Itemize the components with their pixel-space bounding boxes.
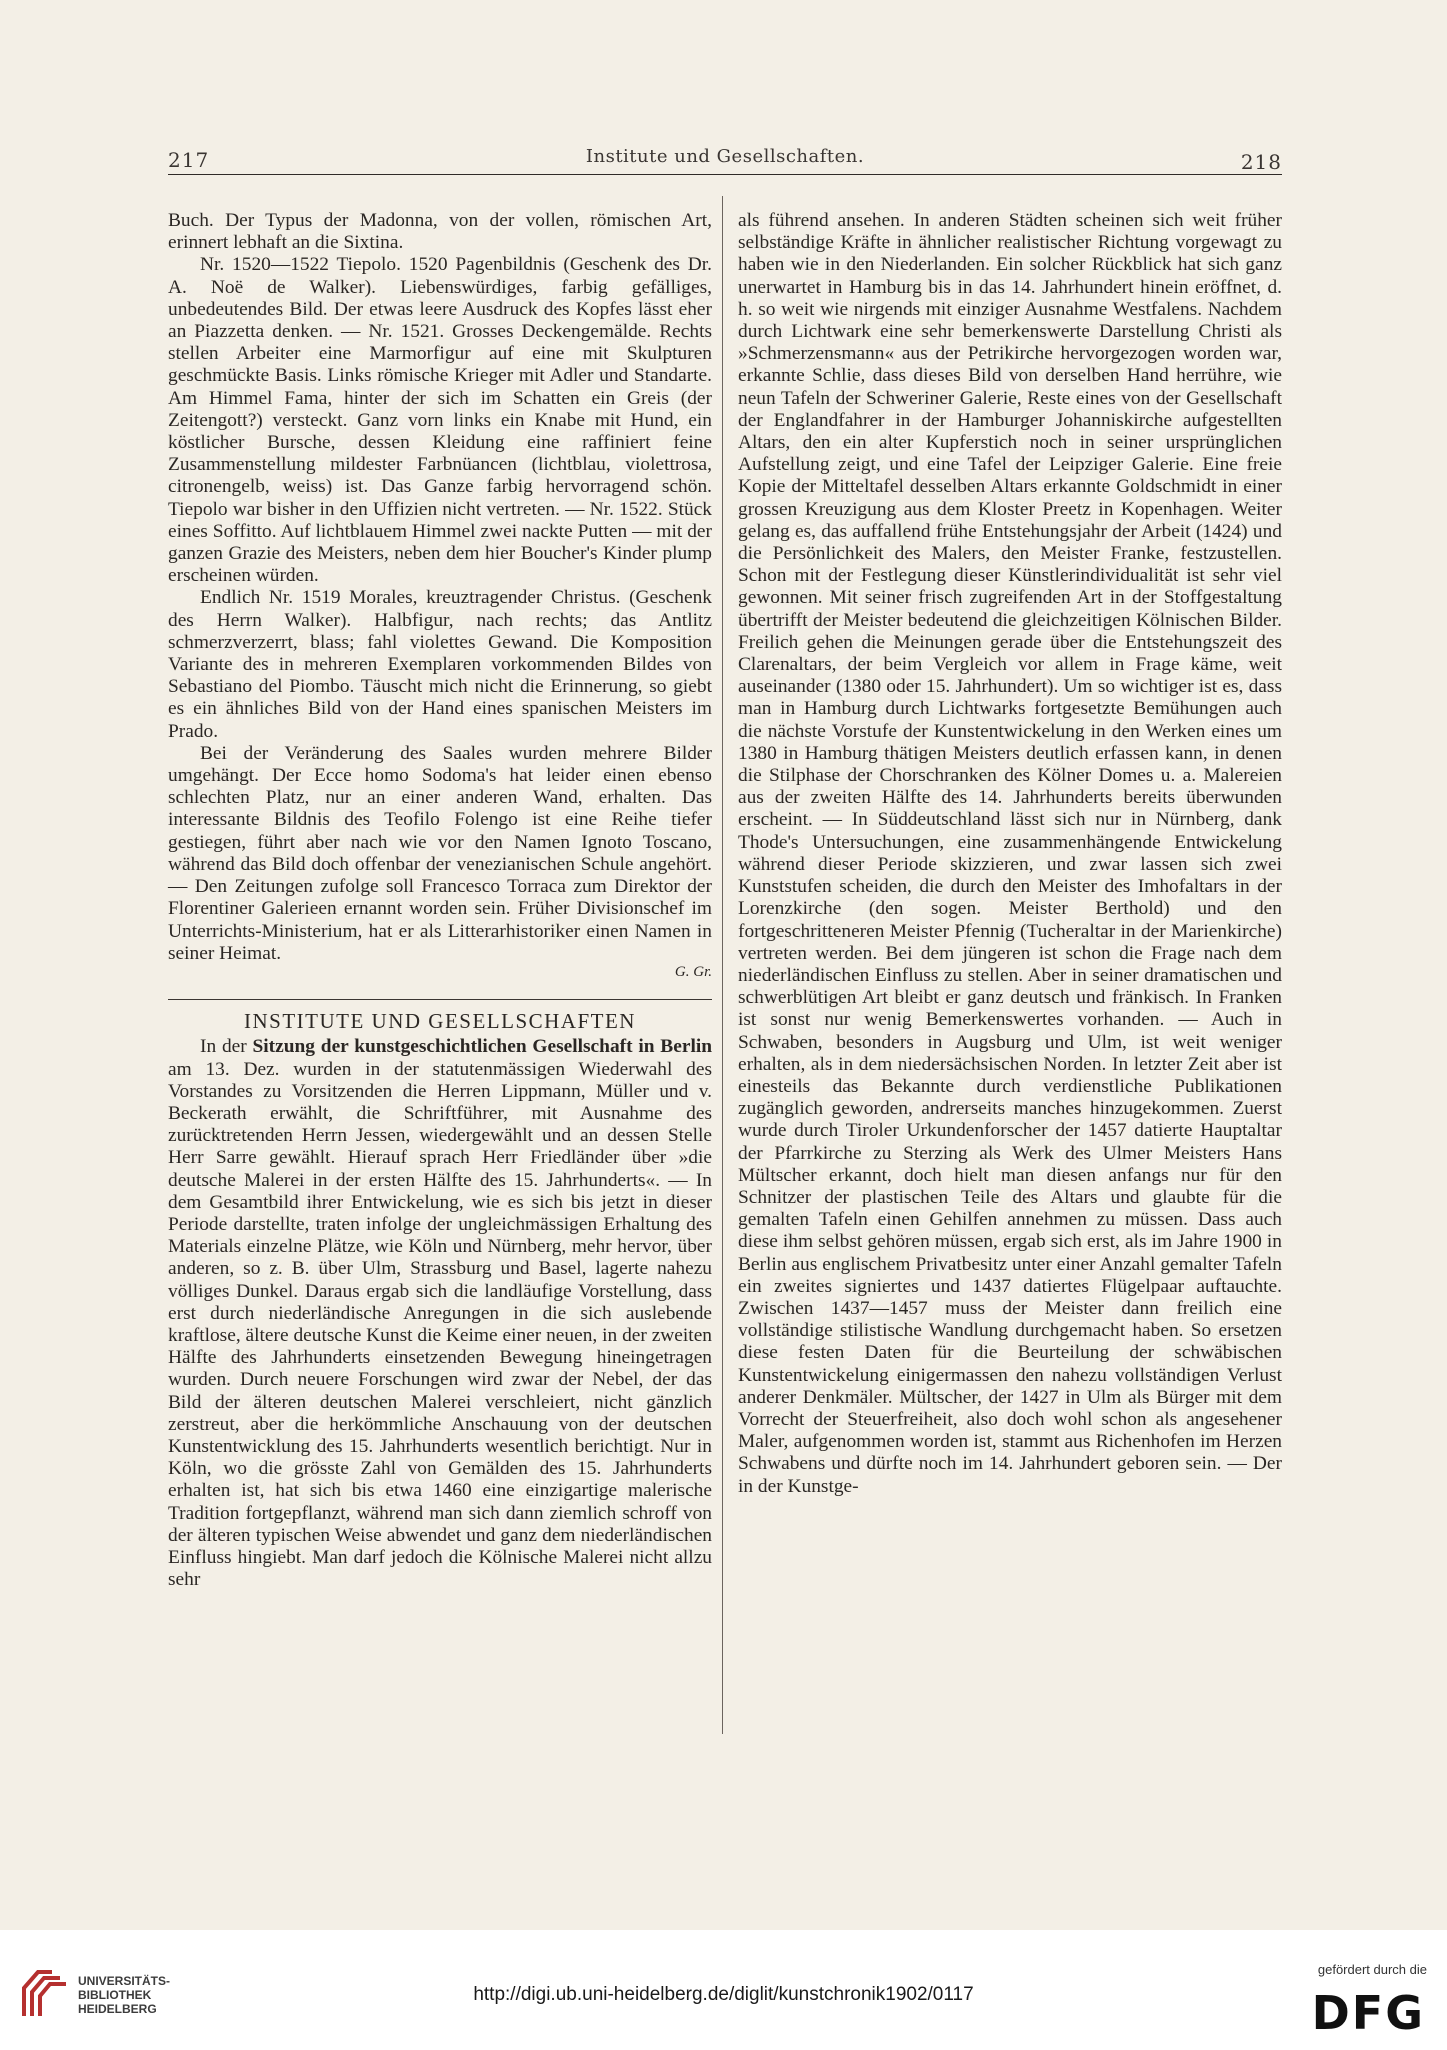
running-header: [168, 140, 1282, 174]
bold-term: Sitzung der kunstgeschichtlichen Gesellschaft in Berlin: [252, 1036, 713, 1058]
footer-bar: [0, 1930, 1447, 2050]
page-number-left: 217: [168, 148, 210, 172]
column-divider: [722, 196, 723, 1734]
section-title: INSTITUTE UND GESELLSCHAFTEN: [244, 1009, 636, 1034]
paragraph-rest: am 13. Dez. wurden in der statutenmässigen Wiederwahl des Vorstandes zu Vorsitzenden die Herren Lippmann, Müller und v. Beckerath erwählt, die Schriftführer, mit Ausnahme des zurücktretenden Herrn Jessen, wiedergewählt und an dessen Stelle Herr Sarre gewählt. Hierauf sprach Herr Friedländer über »die deutsche Malerei in der ersten Hälfte des 15. Jahrhunderts«. — In dem Gesamtbild ihrer Entwickelung, wie es sich bis jetzt in dieser Periode darstellte, traten infolge der ungleichmässigen Erhaltung des Materials einzelne Plätze, wie Köln und Nürnberg, mehr hervor, über anderen, so z. B. über Ulm, Strassburg und Basel, lagerte nahezu völliges Dunkel. Daraus ergab sich die landläufige Vorstellung, dass erst durch niederländische Anregungen in die sich auslebende kraftlose, ältere deutsche Kunst die Keime einer neuen, in der zweiten Hälfte des Jahrhunderts einsetzenden Bewegung hineingetragen wurden. Durch neuere Forschungen wird zwar der Nebel, der das Bild der älteren deutschen Malerei verschleiert, nicht gänzlich zerstreut, aber die herkömmliche Anschauung von der deutschen Kunstentwicklung des 15. Jahrhunderts wesentlich berichtigt. Nur in Köln, wo die grösste Zahl von Gemälden des 15. Jahrhunderts erhalten ist, hat sich bis etwa 1460 eine einzigartige malerische Tradition fortgepflanzt, während man sich dann ziemlich schroff von der älteren typischen Weise abwendet und ganz dem niederländischen Einfluss hingiebt. Man darf jedoch die Kölnische Malerei nicht allzu sehr: [168, 1058, 712, 1591]
paragraph: Buch. Der Typus der Madonna, von der vollen, römischen Art, erinnert lebhaft an die Sixtina.: [168, 210, 712, 254]
left-column: [168, 210, 712, 1591]
author-signature: G. Gr.: [674, 963, 712, 980]
header-rule: [168, 174, 1282, 175]
running-title: Institute und Gesellschaften.: [585, 146, 865, 167]
dfg-logo: DFG: [1311, 1986, 1425, 2040]
page-number-right: 218: [1240, 150, 1282, 174]
institution-name: UNIVERSITÄTS- BIBLIOTHEK HEIDELBERG: [78, 1974, 171, 2016]
paragraph: Nr. 1520—1522 Tiepolo. 1520 Pagenbildnis (Geschenk des Dr. A. Noë de Walker). Liebenswürdiges, farbig gefälliges, unbedeutendes Bild. Der etwas leere Ausdruck des Kopfes lässt eher an Piazzetta denken. — Nr. 1521. Grosses Deckengemälde. Rechts stellen Arbeiter eine Marmorfigur auf eine mit Skulpturen geschmückte Basis. Links römische Krieger mit Adler und Standarte. Am Himmel Fama, hinter der sich im Schatten ein Greis (der Zeitengott?) versteckt. Ganz vorn links ein Knabe mit Hund, ein köstlicher Bursche, dessen Kleidung eine raffiniert feine Zusammenstellung mildester Farbnüancen (lichtblau, violettrosa, citronengelb, weiss) ist. Das Ganze farbig hervorragend schön. Tiepolo war bisher in den Uffizien nicht vertreten. — Nr. 1522. Stück eines Soffitto. Auf lichtblauem Himmel zwei nackte Putten — mit der ganzen Grazie des Meisters, neben dem hier Boucher's Kinder plump erscheinen würden.: [168, 254, 712, 587]
paragraph: als führend ansehen. In anderen Städten scheinen sich weit früher selbständige Kräfte in ähnlicher realistischer Richtung vorgewagt zu haben wie in den Niederlanden. Ein solcher Rückblick hat sich ganz unerwartet in Hamburg bis in das 14. Jahrhundert hinein eröffnet, d. h. so weit wie nirgends mit einziger Ausnahme Westfalens. Nachdem durch Lichtwark eine sehr bemerkenswerte Darstellung Christi als »Schmerzensmann« aus der Petrikirche hervorgezogen worden war, erkannte Schlie, dass dieses Bild von derselben Hand herrühre, wie neun Tafeln der Schweriner Galerie, Reste eines von der Gesellschaft der Englandfahrer in der Hamburger Johanniskirche aufgestellten Altars, den ein alter Kupferstich noch in seiner ursprünglichen Aufstellung zeigt, und eine Tafel der Leipziger Galerie. Eine freie Kopie der Mitteltafel desselben Altars erkannte Goldschmidt in einer grossen Kreuzigung aus dem Kloster Preetz in Kopenhagen. Weiter gelang es, das auffallend frühe Entstehungsjahr der Arbeit (1424) und die Persönlichkeit des Malers, den Meister Franke, festzustellen. Schon mit der Festlegung dieser Künstlerindividualität ist sehr viel gewonnen. Mit seiner frisch zugreifenden Art in der Stoffgestaltung übertrifft der Meister bedeutend die gleichzeitigen Kölnischen Bilder. Freilich gehen die Meinungen gerade über die Entstehungszeit des Clarenaltars, der beim Vergleich vor allem in Frage käme, weit auseinander (1380 oder 15. Jahrhundert). Um so wichtiger ist es, dass man in Hamburg durch Lichtwarks fortgesetzte Bemühungen auch die nächste Vorstufe der Kunstentwickelung in den Werken eines um 1380 in Hamburg thätigen Meisters deutlich erfassen kann, in denen die Stilphase der Chorschranken des Kölner Domes u. a. Malereien aus der zweiten Hälfte des 14. Jahrhunderts bereits überwunden erscheint. — In Süddeutschland lässt sich nur in Nürnberg, dank Thode's Untersuchungen, eine zusammenhängende Entwickelung während dieser Periode skizzieren, und zwar lassen sich zwei Kunststufen scheiden, die durch den Meister des Imhofaltars in der Lorenzkirche (den sogen. Meister Berthold) und den fortgeschritteneren Meister Pfennig (Tucheraltar in der Marienkirche) vertreten werden. Bei dem jüngeren ist schon die Frage nach dem niederländischen Einfluss zu stellen. Aber in seiner dramatischen und schwerblütigen Art bleibt er ganz deutsch und fränkisch. In Franken ist sonst nur wenig Bemerkenswertes vorhanden. — Auch in Schwaben, besonders in Augsburg und Ulm, ist weit weniger erhalten, als in dem niedersächsischen Norden. In letzter Zeit aber ist einesteils das Bekannte durch verdienstliche Publikationen zugänglich geworden, andrerseits manches hinzugekommen. Zuerst wurde durch Tiroler Urkundenforscher der 1457 datierte Hauptaltar der Pfarrkirche zu Sterzing als Werk des Ulmer Meisters Hans Mültscher erkannt, doch hielt man diesen anfangs nur für den Schnitzer der plastischen Teile des Altars und glaubte für die gemalten Tafeln einen Gehilfen annehmen zu müssen. Dass auch diese ihm selbst gehören müssen, ergab sich erst, als im Jahre 1900 in Berlin aus englischem Privatbesitz unter einer Anzahl gemalter Tafeln ein zweites signiertes und 1437 datiertes Flügelpaar auftauchte. Zwischen 1437—1457 muss der Meister dann freilich eine vollständige stilistische Wandlung durchgemacht haben. So ersetzen diese festen Daten für die Beurteilung der schwäbischen Kunstentwickelung einigermassen den nahezu vollständigen Verlust anderer Denkmäler. Mültscher, der 1427 in Ulm als Bürger mit dem Vorrecht der Steuerfreiheit, also doch wohl schon als angesehener Maler, aufgenommen worden ist, stammt aus Richenhofen im Herzen Schwabens und dürfte noch im 14. Jahrhundert geboren sein. — Der in der Kunstge-: [738, 210, 1282, 1497]
source-url-link[interactable]: http://digi.ub.uni-heidelberg.de/diglit/kunstchronik1902/0117: [473, 1984, 974, 2005]
funded-by-label: gefördert durch die: [1317, 1962, 1427, 1977]
paragraph: Bei der Veränderung des Saales wurden mehrere Bilder umgehängt. Der Ecce homo Sodoma's hat leider einen ebenso schlechten Platz, nur an einer anderen Wand, erhalten. Das interessante Bildnis des Teofilo Folengo ist eine Reihe tiefer gestiegen, führt aber nach wie vor den Namen Ignoto Toscano, während das Bild doch offenbar der venezianischen Schule angehört. — Den Zeitungen zufolge soll Francesco Torraca zum Direktor der Florentiner Galerieen ernannt worden sein. Früher Divisionschef im Unterrichts-Ministerium, hat er als Litterarhistoriker einen Namen in seiner Heimat.: [168, 742, 712, 964]
right-column: [738, 210, 1282, 1498]
paragraph-prefix: In der: [200, 1036, 253, 1058]
section-rule: [168, 999, 712, 1000]
paragraph: [168, 1036, 712, 1591]
paragraph: Endlich Nr. 1519 Morales, kreuztragender Christus. (Geschenk des Herrn Walker). Halbfigur, nach rechts; das Antlitz schmerzverzerrt, blass; fahl violettes Gewand. Die Komposition Variante des in mehreren Exemplaren vorkommenden Bildes von Sebastiano del Piombo. Täuscht mich nicht die Erinnerung, so giebt es ein ähnliches Bild von der Hand eines spanischen Meisters im Prado.: [168, 587, 712, 742]
